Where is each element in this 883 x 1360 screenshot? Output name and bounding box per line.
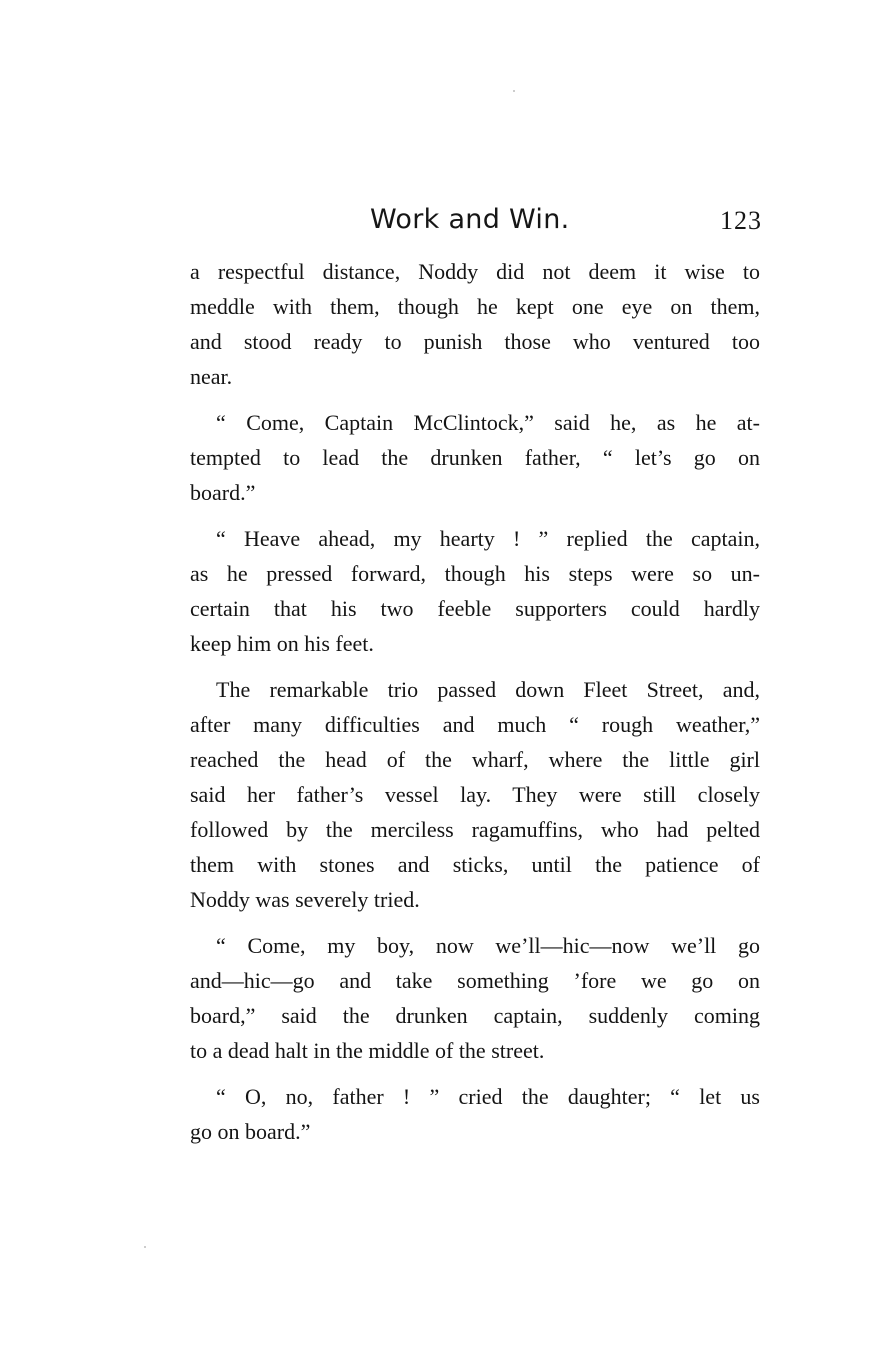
text-line: meddle with them, though he kept one eye on them, xyxy=(190,294,760,319)
text-line: The remarkable trio passed down Fleet Street, and, xyxy=(216,677,760,702)
page-number: 123 xyxy=(720,206,762,235)
text-line: board.” xyxy=(190,480,256,505)
text-line: board,” said the drunken captain, suddenly coming xyxy=(190,1003,760,1028)
body-text xyxy=(190,254,760,1149)
text-line: “ Heave ahead, my hearty ! ” replied the captain, xyxy=(216,526,760,551)
text-line: go on board.” xyxy=(190,1119,311,1144)
text-line: “ Come, Captain McClintock,” said he, as he at- xyxy=(216,410,760,435)
text-line: as he pressed forward, though his steps were so un- xyxy=(190,561,760,586)
text-line: near. xyxy=(190,364,233,389)
paragraph xyxy=(190,672,760,917)
text-line: to a dead halt in the middle of the street. xyxy=(190,1038,545,1063)
paper-speck xyxy=(144,1246,146,1248)
paragraph xyxy=(190,405,760,510)
paper-speck xyxy=(513,90,515,92)
text-line: “ O, no, father ! ” cried the daughter; “ let us xyxy=(216,1084,760,1109)
paragraph xyxy=(190,521,760,661)
paragraph xyxy=(190,1079,760,1149)
page-header xyxy=(190,204,762,244)
text-line: reached the head of the wharf, where the little girl xyxy=(190,747,760,772)
text-line: followed by the merciless ragamuffins, who had pelted xyxy=(190,817,760,842)
text-line: after many difficulties and much “ rough weather,” xyxy=(190,712,760,737)
text-line: a respectful distance, Noddy did not deem it wise to xyxy=(190,259,760,284)
text-line: “ Come, my boy, now we’ll—hic—now we’ll go xyxy=(216,933,760,958)
text-line: them with stones and sticks, until the patience of xyxy=(190,852,760,877)
paragraph xyxy=(190,928,760,1068)
text-line: keep him on his feet. xyxy=(190,631,374,656)
text-line: tempted to lead the drunken father, “ let’s go on xyxy=(190,445,760,470)
paragraph xyxy=(190,254,760,394)
text-line: and—hic—go and take something ’fore we go on xyxy=(190,968,760,993)
text-line: said her father’s vessel lay. They were still closely xyxy=(190,782,760,807)
running-title: Work and Win. xyxy=(370,204,570,235)
text-line: and stood ready to punish those who ventured too xyxy=(190,329,760,354)
text-line: certain that his two feeble supporters could hardly xyxy=(190,596,760,621)
text-line: Noddy was severely tried. xyxy=(190,887,420,912)
